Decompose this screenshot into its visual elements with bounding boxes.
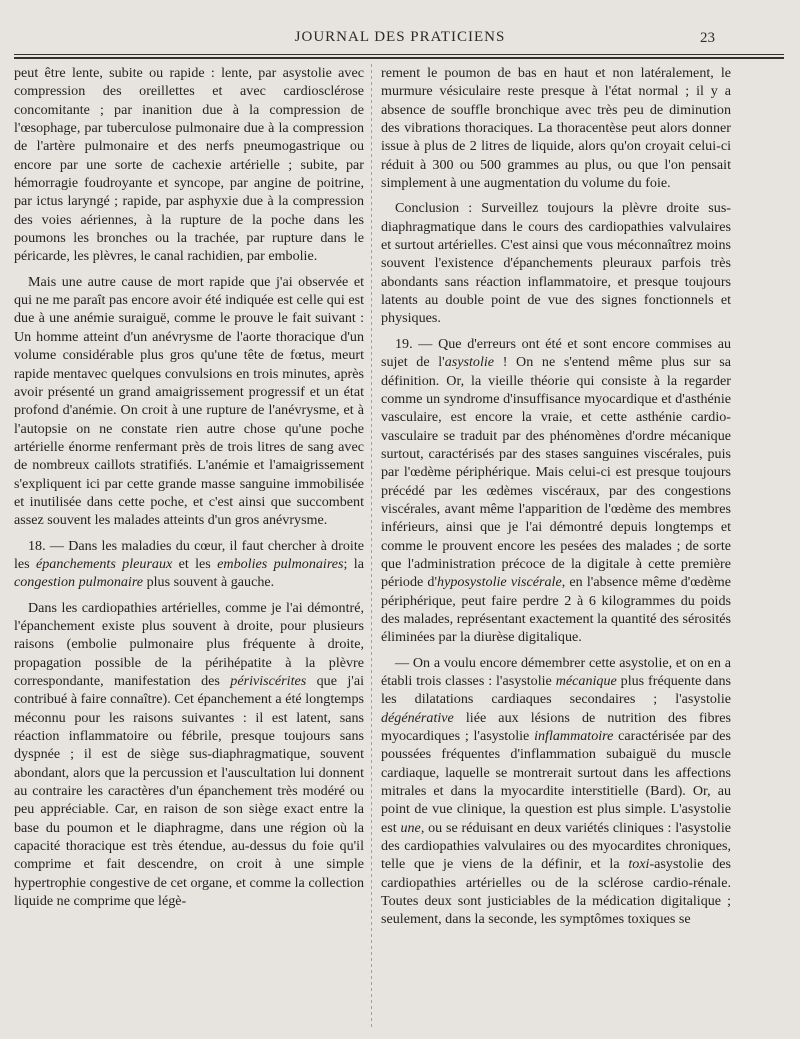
paragraph-arterial-cardiopathies: Dans les cardiopathies artérielles, comme je l'ai démontré, l'épanchement existe plus souvent à droite, pour plusieurs raisons (embolie pulmonaire plus fréquente à droite, propagation possible de la périhépatite à la plèvre correspondante, manifestation des périviscérites que j'ai contribué à faire connaître). Cet épanchement a été longtemps méconnu pour les raisons suivantes : il est latent, sans réaction inflammatoire ou fébrile, presque toujours sans dyspnée ; il est de siège sus-diaphragmatique, souvent abondant, alors que la percussion et l'auscultation lui donnent au contraire les caractères d'un épanchement très modéré ou peu appréciable. Car, en raison de son siège exact entre la base du poumon et le diaphragme, dans une région où la capacité thoracique est très étendue, au-dessus du foie qu'il comprime et fait descendre, on croit à une simple hypertrophie congestive de cet organe, et comme la collection liquide ne comprime que légè- — [14, 599, 364, 910]
paragraph-pleural-effusion-continued: rement le poumon de bas en haut et non latéralement, le murmure vésiculaire reste presque à l'état normal ; il y a absence de souffle bronchique avec très peu de diminution des vibrations thoraciques. La thoracentèse peut alors donner issue à plus de 2 litres de liquide, alors qu'on croyait celui-ci réduit à 300 ou 500 grammes au plus, ou que l'on pensait simplement à une augmentation du volume du foie. — [381, 65, 731, 192]
paragraph-section-18: 18. — Dans les maladies du cœur, il faut chercher à droite les épanchements pleuraux et les embolies pulmonaires; la congestion pulmonaire plus souvent à gauche. — [14, 537, 364, 591]
paragraph-anemia-observation: Mais une autre cause de mort rapide que j'ai observée et qui ne me paraît pas encore avoir été indiquée est celle qui est due à une anémie suraiguë, comme le prouve le fait suivant : Un homme atteint d'un anévrysme de l'aorte thoracique d'un volume considérable plus gros qu'une tête de fœtus, meurt rapide mentavec quelques convulsions en trois minutes, après avoir présenté un grand amaigrissement progressif et un état profond d'anémie. On croit à une rupture de l'anévrysme, et à l'autopsie on ne constate rien autre chose qu'une poche artérielle énorme renfermant près de trois litres de sang avec de nombreux caillots stratifiés. L'anémie et l'amaigrissement s'expliquent ici par cette grande masse sanguine immobilisée et inutilisée dans cette poche, et c'est ainsi que succombent assez souvent les malades atteints d'un gros anévrysme. — [14, 273, 364, 529]
page-number: 23 — [700, 30, 715, 46]
column-divider — [371, 64, 372, 1030]
header-rule-thick — [14, 57, 784, 59]
header-rule-thin — [14, 54, 784, 55]
paragraph-section-19: 19. — Que d'erreurs ont été et sont encore commises au sujet de l'asystolie ! On ne s'entend même plus sur sa définition. Or, la vieille théorie qui consiste à la regarder comme un syndrome d'insuffisance myocardique et d'asthénie vasculaire, est encore la vraie, et cette asthénie cardio-vasculaire se traduit par des phénomènes d'ordre mécanique surtout, caractérisés par des stases sanguines viscérales, puis par l'œdème périphérique. Mais celui-ci est presque toujours précédé par les œdèmes viscéraux, par des congestions viscérales, avant même l'apparition de l'œdème des membres inférieurs, ainsi que je l'ai démontré depuis longtemps et comme le prouvent encore les pesées des malades ; de sorte que l'administration précoce de la digitale à cette première période d'hyposystolie viscérale, en l'absence même d'œdème périphérique, peut faire perdre 2 à 6 kilogrammes du poids des malades, représentant exactement la quantité des sérosités éliminées par la diurèse digitalique. — [381, 335, 731, 646]
paragraph-aneurysm-death-modes: peut être lente, subite ou rapide : lente, par asystolie avec compression des oreillettes et avec cardiosclérose concomitante ; par inanition due à la compression de l'œsophage, par tuberculose pulmonaire due à la compression de l'artère pulmonaire et des nerfs pneumogastrique ou encore par une sorte de cachexie artérielle ; subite, par hémorragie foudroyante et syncope, par angine de poitrine, par ictus laryngé ; rapide, par asphyxie due à la compression des voies aériennes, à la rupture de la poche dans les poumons les bronches ou la trachée, par rupture dans le péricarde, les plèvres, le canal rachidien, par embolie. — [14, 65, 364, 265]
page-header — [0, 0, 800, 56]
paragraph-asystolie-classes: — On a voulu encore démembrer cette asystolie, et on en a établi trois classes : l'asystolie mécanique plus fréquente dans les dilatations cardiaques secondaires ; l'asystolie dégénérative liée aux lésions de nutrition des fibres myocardiques ; l'asystolie inflammatoire caractérisée par des poussées fréquentes d'inflammation subaiguë du muscle cardiaque, laquelle se montrerait surtout dans les affections mitrales et dans la myocardite interstitielle (Bard). Or, au point de vue clinique, la question est plus simple. L'asystolie est une, ou se réduisant en deux variétés cliniques : l'asystolie des cardiopathies valvulaires ou des myocardites chroniques, telle que je viens de la définir, et la toxi-asystolie des cardiopathies artérielles ou de la sclérose cardio-rénale. Toutes deux sont justiciables de la médication digitalique ; seulement, dans la seconde, les symptômes toxiques se — [381, 654, 731, 928]
right-column — [381, 64, 731, 1030]
journal-title: JOURNAL DES PRATICIENS — [294, 29, 506, 45]
left-column — [14, 64, 364, 1030]
paragraph-conclusion: Conclusion : Surveillez toujours la plèvre droite sus-diaphragmatique dans le cours des cardiopathies valvulaires et surtout artérielles. C'est ainsi que vous méconnaîtrez moins souvent l'existence d'épanchements pleuraux parfois très abondants sans réaction inflammatoire, et presque toujours latents au double point de vue des signes fonctionnels et physiques. — [381, 200, 731, 327]
